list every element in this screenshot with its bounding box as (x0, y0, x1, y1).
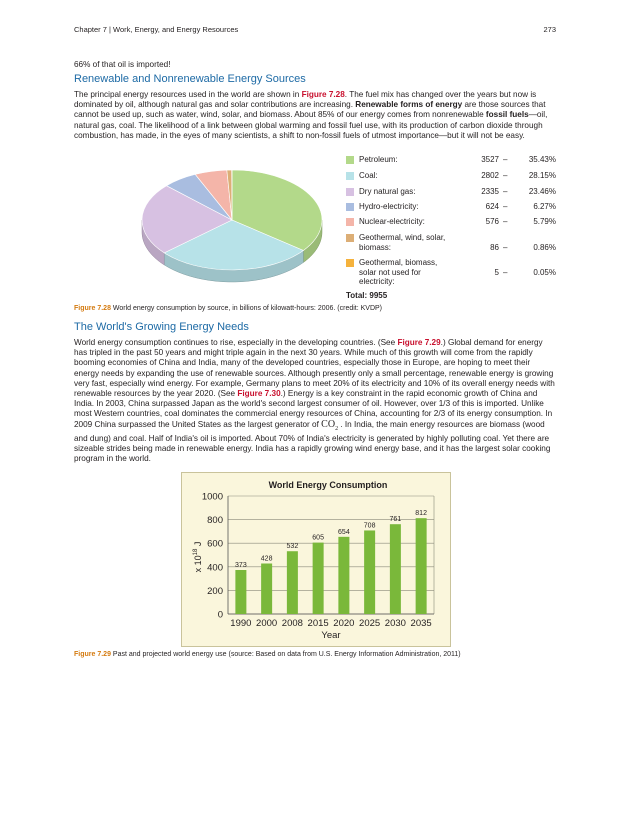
legend-swatch (346, 259, 354, 267)
pie-top-slices (142, 170, 322, 270)
x-tick-label: 1990 (230, 618, 252, 629)
chart-title: World Energy Consumption (268, 480, 388, 490)
bar-2020 (338, 537, 349, 614)
chart-y-ticks (202, 492, 223, 621)
y-axis-label (193, 542, 203, 573)
figure-link[interactable]: Figure 7.30 (237, 389, 281, 399)
page-number: 273 (543, 25, 556, 34)
caption-label: Figure 7.28 (74, 305, 111, 312)
energy-source-pie-chart (136, 150, 336, 300)
legend-percent: 35.43% (528, 155, 556, 164)
legend-dash: – (503, 268, 508, 277)
text-run: World energy consumption continues to rise, especially in the developing countries. (See (74, 338, 398, 347)
x-tick-label: 2020 (333, 618, 355, 629)
legend-swatch (346, 188, 354, 196)
world-energy-bar-chart (182, 473, 450, 646)
legend-swatch (346, 218, 354, 226)
pie-total: Total: 9955 (346, 291, 388, 300)
bar-2035 (416, 518, 427, 614)
intro-line: 66% of that oil is imported! (74, 60, 171, 69)
legend-label: Petroleum: (359, 155, 398, 164)
text-run: .) Global demand for energy has tripled in the past 50 years and might triple again in the next 30 years. While much of this growth will come from the rapidly booming economies of China and India, many of the developed countries, especially those in Europe, are hoping to meet their energy needs by expanding the use of renewable sources. Although presently only a small percentage, renewable energy is growing very fast, especially wind energy. For example, Germany plans to meet 20% of its electricity and 10% of its overall energy needs with renewable resources by the year 2020. (See (74, 338, 555, 399)
y-axis-label-unit: J (193, 541, 203, 549)
y-tick-label: 1000 (201, 491, 223, 503)
text-run: .) Energy is a key constraint in the rapid economic growth of China and India. In 2003, China surpassed Japan as the world's second largest consumer of oil. However, over 1/3 of this is imported. Unlike most Western countries, coal dominates the commercial energy resources of China, accounting for 2/3 of its energy consumption. In 2009 China surpassed the United States as the largest generator of (74, 389, 553, 429)
legend-swatch (346, 234, 354, 242)
legend-value: 3527 (481, 155, 499, 164)
legend-value: 2335 (481, 187, 499, 196)
caption-text: World energy consumption by source, in billions of kilowatt-hours: 2006. (credit: KVDP) (110, 305, 383, 312)
bar-1990 (235, 570, 246, 614)
legend-percent: 0.86% (533, 243, 556, 252)
legend-label: Nuclear-electricity: (359, 217, 425, 226)
legend-value: 576 (485, 217, 499, 226)
legend-swatch (346, 156, 354, 164)
legend-dash: – (503, 155, 508, 164)
legend-value: 624 (485, 202, 499, 211)
legend-percent: 5.79% (533, 217, 556, 226)
x-tick-label: 2000 (256, 618, 278, 629)
co2-formula (321, 419, 338, 430)
legend-label: Coal: (359, 171, 378, 180)
bar-2000 (261, 564, 272, 615)
text-run: are those sources that cannot be used up, such as water, wind, solar, and biomass. About 85% of our energy comes from nonrenewable (74, 100, 546, 120)
data-label: 812 (415, 510, 427, 518)
x-tick-label: 2035 (410, 618, 432, 629)
y-tick-label: 200 (207, 585, 223, 597)
x-tick-label: 2008 (281, 618, 303, 629)
y-axis-label-base: x 10 (193, 555, 203, 573)
figure-link[interactable]: Figure 7.28 (301, 90, 345, 99)
x-tick-label: 2030 (384, 618, 406, 629)
legend-label: Geothermal, biomass, solar not used for electricity: (359, 258, 438, 286)
legend-dash: – (503, 217, 508, 226)
data-label: 761 (389, 516, 402, 524)
legend-dash: – (503, 202, 508, 211)
legend-value: 5 (494, 268, 499, 277)
y-tick-label: 400 (207, 562, 223, 574)
text-run: . In India, the main energy resources are biomass (wood and dung) and coal. Half of India's oil is imported. About 70% of India's electricity is generated by highly polluting coal. Yet there are sizeable strides being made in renewable energy. India has a rapidly growing wind energy base, and it has the largest solar cooking program in the world. (74, 419, 551, 464)
chart-gridlines (228, 496, 434, 614)
bar-2025 (364, 530, 375, 614)
text-run: The principal energy resources used in the world are shown in (74, 90, 302, 99)
chart-bars (235, 518, 426, 614)
data-label: 708 (363, 522, 376, 530)
legend-dash: – (503, 187, 508, 196)
text-run: . The fuel mix has changed over the years but now is dominated by oil, although natural gas and solar contributions are increasing. (74, 90, 537, 110)
y-axis-label-exponent: 18 (193, 548, 199, 556)
data-label: 605 (312, 534, 324, 542)
chart-x-ticks (230, 618, 431, 629)
bar-2008 (287, 551, 298, 614)
figure-7-29-caption (74, 650, 556, 659)
key-term: Renewable forms of energy (355, 100, 463, 110)
data-label: 532 (286, 543, 299, 551)
legend-percent: 6.27% (533, 202, 556, 211)
legend-dash: – (503, 171, 508, 180)
caption-text: Past and projected world energy use (source: Based on data from U.S. Energy Information Administration, 2011) (110, 651, 461, 658)
figure-7-28-caption (74, 304, 556, 313)
legend-percent: 23.46% (528, 187, 556, 196)
paragraph-renewable (74, 90, 556, 141)
bar-2030 (390, 524, 401, 614)
data-label: 373 (235, 561, 247, 569)
running-header-chapter: Chapter 7 | Work, Energy, and Energy Resources (74, 25, 239, 34)
section-title-renewable: Renewable and Nonrenewable Energy Sources (74, 73, 306, 85)
x-axis-label: Year (321, 630, 341, 641)
text-run: —oil, natural gas, coal. The likelihood of a link between global warming and fossil fuel use, with its production of carbon dioxide through combustion, has made, in the eyes of many scientists, a shift to non-fossil fuels of utmost importance—but it will not be easy. (74, 110, 548, 140)
legend-value: 86 (490, 243, 499, 252)
legend-percent: 28.15% (528, 171, 556, 180)
legend-label: Geothermal, wind, solar, biomass: (359, 233, 446, 252)
figure-link[interactable]: Figure 7.29 (397, 338, 441, 347)
y-tick-label: 0 (217, 609, 223, 621)
legend-value: 2802 (481, 171, 499, 180)
x-tick-label: 2015 (307, 618, 329, 629)
key-term: fossil fuels (485, 110, 529, 120)
legend-dash: – (503, 243, 508, 252)
legend-percent: 0.05% (533, 268, 556, 277)
bar-2015 (313, 543, 324, 614)
legend-swatch (346, 203, 354, 211)
y-tick-label: 800 (207, 515, 223, 527)
legend-label: Dry natural gas: (359, 187, 416, 196)
section-title-growing-needs: The World's Growing Energy Needs (74, 321, 249, 333)
world-energy-chart-panel (181, 472, 451, 647)
data-label: 428 (260, 555, 273, 563)
co2-main: CO (321, 418, 336, 430)
paragraph-growing-needs (74, 338, 556, 464)
x-tick-label: 2025 (359, 618, 381, 629)
y-tick-label: 600 (207, 538, 223, 550)
co2-subscript: 2 (335, 425, 339, 432)
legend-label: Hydro-electricity: (359, 202, 419, 211)
data-label: 654 (338, 528, 350, 536)
legend-swatch (346, 172, 354, 180)
caption-label: Figure 7.29 (74, 651, 111, 658)
